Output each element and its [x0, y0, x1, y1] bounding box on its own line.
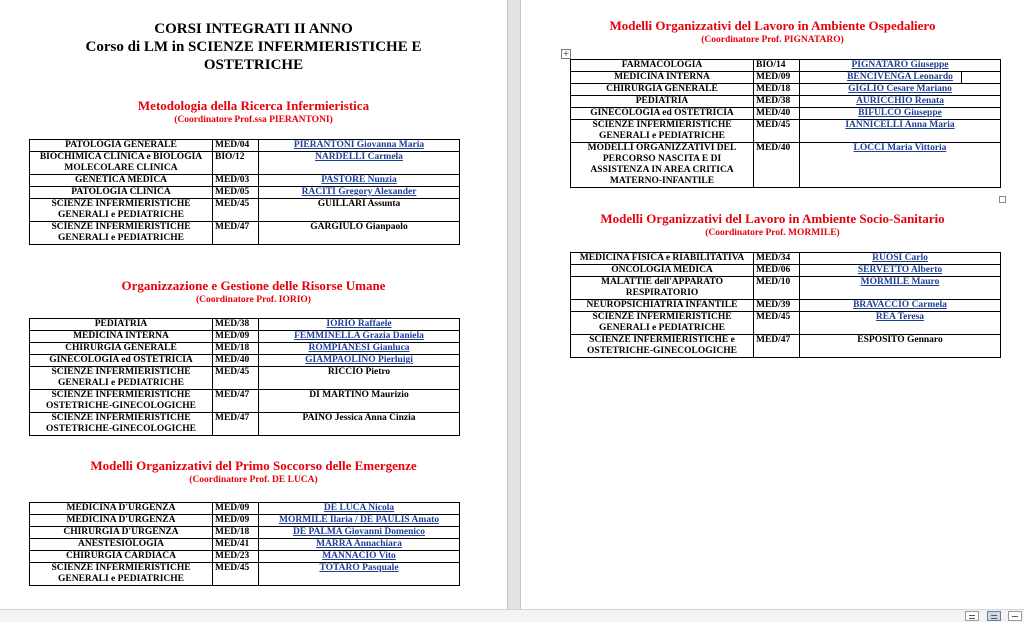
- course-name-cell: SCIENZE INFERMIERISTICHE GENERALI e PEDIATRICHE: [571, 120, 754, 143]
- course-name-cell: MODELLI ORGANIZZATIVI DEL PERCORSO NASCITA E DI ASSISTENZA IN AREA CRITICA MATERNO-INFANTILE: [571, 143, 754, 188]
- course-code-cell: BIO/14: [754, 60, 800, 72]
- course-name-cell: MEDICINA D'URGENZA: [30, 503, 213, 515]
- teacher-name-cell: GARGIULO Gianpaolo: [259, 222, 460, 245]
- table-body: [571, 253, 1001, 358]
- course-code-cell: MED/40: [754, 143, 800, 188]
- teacher-link[interactable]: MORMILE Mauro: [800, 277, 1001, 300]
- table-row: [571, 60, 1001, 72]
- teacher-link[interactable]: IORIO Raffaele: [259, 319, 460, 331]
- course-name-cell: MEDICINA INTERNA: [30, 331, 213, 343]
- course-code-cell: MED/18: [213, 343, 259, 355]
- section-coordinator-ricerca: (Coordinatore Prof.ssa PIERANTONI): [174, 115, 333, 125]
- section-coordinator-ospedaliero: (Coordinatore Prof. PIGNATARO): [701, 35, 844, 45]
- course-code-cell: MED/05: [213, 187, 259, 199]
- course-name-cell: SCIENZE INFERMIERISTICHE GENERALI e PEDIATRICHE: [30, 199, 213, 222]
- teacher-name-cell: ESPOSITO Gennaro: [800, 335, 1001, 358]
- table-row: [30, 343, 460, 355]
- table-row: [30, 515, 460, 527]
- course-code-cell: MED/38: [213, 319, 259, 331]
- section-title-risorse-umane: Organizzazione e Gestione delle Risorse Umane: [121, 278, 386, 293]
- course-code-cell: MED/09: [213, 503, 259, 515]
- course-code-cell: MED/18: [754, 84, 800, 96]
- course-name-cell: CHIRURGIA GENERALE: [571, 84, 754, 96]
- course-name-cell: PEDIATRIA: [30, 319, 213, 331]
- course-name-cell: FARMACOLOGIA: [571, 60, 754, 72]
- table-row: [571, 120, 1001, 143]
- course-code-cell: MED/47: [754, 335, 800, 358]
- teacher-link[interactable]: MANNACIO Vito: [259, 551, 460, 563]
- course-code-cell: MED/04: [213, 140, 259, 152]
- teacher-link[interactable]: AURICCHIO Renata: [800, 96, 1001, 108]
- course-code-cell: MED/39: [754, 300, 800, 312]
- document-title-line-3: OSTETRICHE: [203, 57, 304, 73]
- course-code-cell: MED/18: [213, 527, 259, 539]
- course-name-cell: CHIRURGIA CARDIACA: [30, 551, 213, 563]
- table-row: [30, 539, 460, 551]
- teacher-link[interactable]: LOCCI Maria Vittoria: [800, 143, 1001, 188]
- table-row: [30, 563, 460, 586]
- table-ospedaliero: [570, 59, 1001, 188]
- course-code-cell: MED/38: [754, 96, 800, 108]
- web-layout-icon[interactable]: [1008, 611, 1022, 621]
- course-code-cell: MED/45: [213, 367, 259, 390]
- document-title-line-2: Corso di LM in SCIENZE INFERMIERISTICHE E: [85, 39, 422, 55]
- course-name-cell: MALATTIE dell'APPARATO RESPIRATORIO: [571, 277, 754, 300]
- table-row: [30, 175, 460, 187]
- table-ricerca: [29, 139, 460, 245]
- table-row: [571, 108, 1001, 120]
- print-layout-icon[interactable]: [987, 611, 1001, 621]
- course-code-cell: MED/47: [213, 413, 259, 436]
- table-row: [571, 84, 1001, 96]
- teacher-link[interactable]: RACITI Gregory Alexander: [259, 187, 460, 199]
- course-code-cell: MED/34: [754, 253, 800, 265]
- table-row: [571, 300, 1001, 312]
- table-row: [30, 551, 460, 563]
- move-handle-icon[interactable]: +: [562, 49, 570, 58]
- course-code-cell: BIO/12: [213, 152, 259, 175]
- teacher-link[interactable]: MARRA Annachiara: [259, 539, 460, 551]
- course-code-cell: MED/09: [754, 72, 800, 84]
- course-code-cell: MED/47: [213, 222, 259, 245]
- teacher-link[interactable]: BIFULCO Giuseppe: [800, 108, 1001, 120]
- course-name-cell: MEDICINA D'URGENZA: [30, 515, 213, 527]
- table-risorse-umane: [29, 318, 460, 436]
- teacher-link[interactable]: NARDELLI Carmela: [259, 152, 460, 175]
- section-title-socio-sanitario: Modelli Organizzativi del Lavoro in Ambiente Socio-Sanitario: [600, 211, 945, 226]
- course-name-cell: PATOLOGIA CLINICA: [30, 187, 213, 199]
- section-coordinator-primo-soccorso: (Coordinatore Prof. DE LUCA): [189, 475, 318, 485]
- section-title-primo-soccorso: Modelli Organizzativi del Primo Soccorso delle Emergenze: [90, 458, 417, 473]
- course-name-cell: SCIENZE INFERMIERISTICHE GENERALI e PEDIATRICHE: [30, 222, 213, 245]
- teacher-link[interactable]: REA Teresa: [800, 312, 1001, 335]
- table-row: [30, 140, 460, 152]
- teacher-link[interactable]: RUOSI Carlo: [800, 253, 1001, 265]
- teacher-link[interactable]: IANNICELLI Anna Maria: [800, 120, 1001, 143]
- teacher-link[interactable]: GIAMPAOLINO Pierluigi: [259, 355, 460, 367]
- course-name-cell: MEDICINA FISICA e RIABILITATIVA: [571, 253, 754, 265]
- teacher-name-cell: DI MARTINO Maurizio: [259, 390, 460, 413]
- teacher-link[interactable]: PASTORE Nunzia: [259, 175, 460, 187]
- document-title-line-1: CORSI INTEGRATI II ANNO: [154, 21, 353, 37]
- table-row: [30, 527, 460, 539]
- course-code-cell: MED/45: [754, 312, 800, 335]
- course-name-cell: GINECOLOGIA ed OSTETRICIA: [30, 355, 213, 367]
- course-name-cell: ANESTESIOLOGIA: [30, 539, 213, 551]
- course-code-cell: MED/23: [213, 551, 259, 563]
- document-page-left: [0, 0, 507, 609]
- table-body: [30, 319, 460, 436]
- course-code-cell: MED/45: [213, 199, 259, 222]
- course-code-cell: MED/47: [213, 390, 259, 413]
- table-row: [571, 335, 1001, 358]
- table-row: [571, 143, 1001, 188]
- teacher-name-cell: RICCIO Pietro: [259, 367, 460, 390]
- teacher-link[interactable]: PIERANTONI Giovanna Maria: [259, 140, 460, 152]
- course-name-cell: GINECOLOGIA ed OSTETRICIA: [571, 108, 754, 120]
- table-row: [571, 72, 1001, 84]
- table-row: [30, 187, 460, 199]
- course-name-cell: PATOLOGIA GENERALE: [30, 140, 213, 152]
- course-name-cell: PEDIATRIA: [571, 96, 754, 108]
- course-code-cell: MED/10: [754, 277, 800, 300]
- table-row: [30, 390, 460, 413]
- table-row: [571, 312, 1001, 335]
- teacher-link[interactable]: DE LUCA Nicola: [259, 503, 460, 515]
- teacher-link[interactable]: FEMMINELLA Grazia Daniela: [259, 331, 460, 343]
- table-row: [571, 96, 1001, 108]
- teacher-link[interactable]: MORMILE Ilaria / DE PAULIS Amato: [259, 515, 460, 527]
- table-row: [30, 367, 460, 390]
- course-code-cell: MED/40: [213, 355, 259, 367]
- teacher-link[interactable]: ROMPIANESI Gianluca: [259, 343, 460, 355]
- table-row: [30, 503, 460, 515]
- course-code-cell: MED/45: [754, 120, 800, 143]
- section-coordinator-risorse-umane: (Coordinatore Prof. IORIO): [196, 295, 311, 305]
- teacher-link[interactable]: GIGLIO Cesare Mariano: [800, 84, 1001, 96]
- teacher-link[interactable]: TOTARO Pasquale: [259, 563, 460, 586]
- course-name-cell: ONCOLOGIA MEDICA: [571, 265, 754, 277]
- course-name-cell: CHIRURGIA D'URGENZA: [30, 527, 213, 539]
- table-row: [30, 222, 460, 245]
- teacher-name-cell: PAINO Jessica Anna Cinzia: [259, 413, 460, 436]
- teacher-link[interactable]: PIGNATARO Giuseppe: [800, 60, 1001, 72]
- table-row: [571, 277, 1001, 300]
- page-gutter: [507, 0, 521, 609]
- document-page-right: [521, 0, 1024, 609]
- teacher-link[interactable]: BENCIVENGA Leonardo: [800, 72, 1001, 84]
- course-name-cell: SCIENZE INFERMIERISTICHE OSTETRICHE-GINECOLOGICHE: [30, 413, 213, 436]
- read-mode-icon[interactable]: [965, 611, 979, 621]
- table-row: [571, 253, 1001, 265]
- course-name-cell: SCIENZE INFERMIERISTICHE GENERALI e PEDIATRICHE: [571, 312, 754, 335]
- table-body: [30, 503, 460, 586]
- table-row: [30, 355, 460, 367]
- table-body: [571, 60, 1001, 188]
- course-code-cell: MED/09: [213, 331, 259, 343]
- table-primo-soccorso: [29, 502, 460, 586]
- teacher-link[interactable]: SERVETTO Alberto: [800, 265, 1001, 277]
- table-row: [30, 152, 460, 175]
- section-title-ospedaliero: Modelli Organizzativi del Lavoro in Ambiente Ospedaliero: [609, 18, 936, 33]
- course-code-cell: MED/03: [213, 175, 259, 187]
- teacher-link[interactable]: DE PALMA Giovanni Domenico: [259, 527, 460, 539]
- text-cursor: [961, 72, 962, 84]
- table-row: [30, 331, 460, 343]
- course-code-cell: MED/41: [213, 539, 259, 551]
- course-code-cell: MED/40: [754, 108, 800, 120]
- course-name-cell: SCIENZE INFERMIERISTICHE GENERALI e PEDIATRICHE: [30, 367, 213, 390]
- table-row: [30, 199, 460, 222]
- teacher-link[interactable]: BRAVACCIO Carmela: [800, 300, 1001, 312]
- course-code-cell: MED/06: [754, 265, 800, 277]
- course-code-cell: MED/09: [213, 515, 259, 527]
- teacher-name-cell: GUILLARI Assunta: [259, 199, 460, 222]
- course-name-cell: GENETICA MEDICA: [30, 175, 213, 187]
- table-row: [571, 265, 1001, 277]
- course-code-cell: MED/45: [213, 563, 259, 586]
- status-bar: [0, 609, 1024, 622]
- course-name-cell: SCIENZE INFERMIERISTICHE GENERALI e PEDIATRICHE: [30, 563, 213, 586]
- course-name-cell: CHIRURGIA GENERALE: [30, 343, 213, 355]
- table-row: [30, 413, 460, 436]
- course-name-cell: NEUROPSICHIATRIA INFANTILE: [571, 300, 754, 312]
- table-resize-handle-icon[interactable]: [999, 196, 1006, 203]
- course-name-cell: MEDICINA INTERNA: [571, 72, 754, 84]
- table-row: [30, 319, 460, 331]
- section-coordinator-socio-sanitario: (Coordinatore Prof. MORMILE): [705, 228, 840, 238]
- course-name-cell: SCIENZE INFERMIERISTICHE e OSTETRICHE-GINECOLOGICHE: [571, 335, 754, 358]
- section-title-ricerca: Metodologia della Ricerca Infermieristica: [137, 98, 370, 113]
- course-name-cell: BIOCHIMICA CLINICA e BIOLOGIA MOLECOLARE CLINICA: [30, 152, 213, 175]
- table-body: [30, 140, 460, 245]
- course-name-cell: SCIENZE INFERMIERISTICHE OSTETRICHE-GINECOLOGICHE: [30, 390, 213, 413]
- table-socio-sanitario: [570, 252, 1001, 358]
